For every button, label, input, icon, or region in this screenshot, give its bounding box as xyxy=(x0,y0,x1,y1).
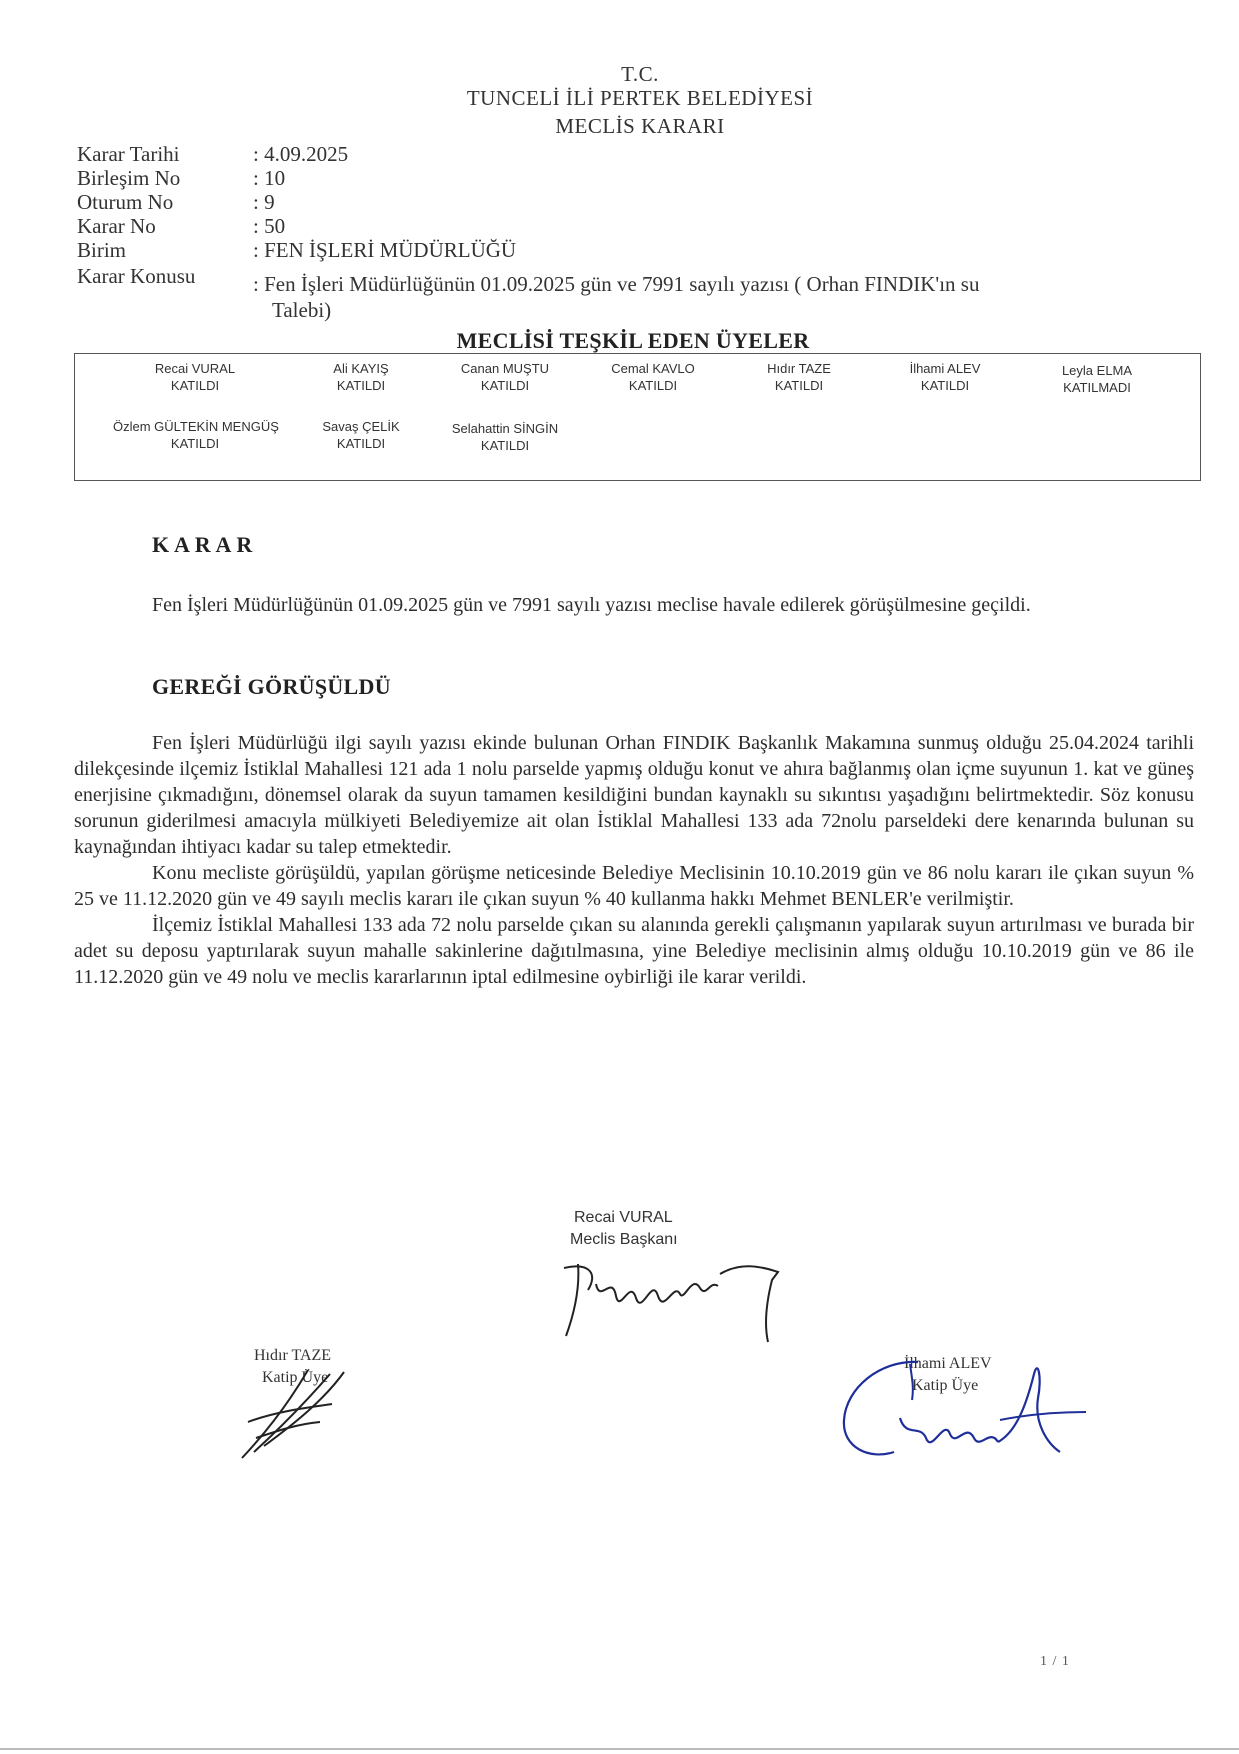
member-entry xyxy=(311,360,411,394)
member-entry xyxy=(593,360,713,394)
member-name: Savaş ÇELİK xyxy=(322,419,400,434)
gere-paragraph: Konu mecliste görüşüldü, yapılan görüşme neticesinde Belediye Meclisinin 10.10.2019 gün ve 86 nolu kararı ile çıkan suyun % 25 ve 11.12.2020 gün ve 49 sayılı meclis kararı ile çıkan suyun % 40 kullanma hakkı Mehmet BENLER'e verilmiştir. xyxy=(74,862,1194,910)
member-name: Ali KAYIŞ xyxy=(333,361,389,376)
clerk-left-signature-icon xyxy=(234,1364,364,1464)
signature-president xyxy=(560,1208,790,1348)
member-name: Selahattin SİNGİN xyxy=(451,421,559,436)
meta-value: : 50 xyxy=(253,214,286,238)
member-status: KATILDI xyxy=(336,378,386,393)
gere-title: GEREĞİ GÖRÜŞÜLDÜ xyxy=(152,674,391,699)
member-entry xyxy=(739,360,859,394)
member-entry xyxy=(113,418,277,452)
karar-title: K A R A R xyxy=(152,532,253,557)
members-title: MECLİSİ TEŞKİL EDEN ÜYELER xyxy=(456,328,810,353)
member-name: İlhami ALEV xyxy=(909,361,981,376)
header-tc: T.C. xyxy=(621,62,659,86)
member-name: Recai VURAL xyxy=(154,361,236,376)
member-name: Leyla ELMA xyxy=(1061,363,1133,378)
member-status: KATILDI xyxy=(170,436,220,451)
member-status: KATILDI xyxy=(336,436,386,451)
scan-bottom-edge xyxy=(0,1748,1239,1750)
meta-value: : Fen İşleri Müdürlüğünün 01.09.2025 gün ve 7991 sayılı yazısı ( Orhan FINDIK'ın su xyxy=(253,272,980,296)
member-status: KATILDI xyxy=(480,378,530,393)
gere-paragraph: Fen İşleri Müdürlüğü ilgi sayılı yazısı ekinde bulunan Orhan FINDIK Başkanlık Makamına sunmuş olduğu 25.04.2024 tarihli dilekçesinde ilçemiz İstiklal Mahallesi 121 ada 1 nolu parselde yapmış olduğu konut ve ahıra bağlanmış olan içme suyunun 1. kat ve güneş enerjisine çıkmadığını, dönemsel olarak da suyun tamamen kesildiğini bundan kaynaklı su sıkıntısı yaşadığını belirtmektedir. Söz konusu sorunun giderilmesi amacıyla mülkiyeti Belediyemize ait olan İstiklal Mahallesi 133 ada 72nolu parseldeki dere kenarında bulunan su kaynağından ihtiyacı kadar su talep etmektedir. xyxy=(74,732,1194,858)
meta-value: : 9 xyxy=(253,190,275,214)
member-entry xyxy=(445,360,565,394)
gere-body xyxy=(74,730,1194,990)
clerk-right-title: Katip Üye xyxy=(912,1377,979,1394)
meta-value: : FEN İŞLERİ MÜDÜRLÜĞÜ xyxy=(253,238,517,262)
signature-clerk-left xyxy=(234,1344,364,1464)
member-entry xyxy=(1037,362,1157,396)
member-name: Canan MUŞTU xyxy=(460,361,550,376)
member-entry xyxy=(301,418,421,452)
clerk-right-signature-icon xyxy=(840,1348,1100,1468)
president-title: Meclis Başkanı xyxy=(570,1231,678,1248)
meta-label: Oturum No xyxy=(77,190,174,214)
member-status: KATILDI xyxy=(774,378,824,393)
meta-label: Birleşim No xyxy=(77,166,181,190)
clerk-left-title: Katip Üye xyxy=(262,1369,329,1386)
header-municipality: TUNCELİ İLİ PERTEK BELEDİYESİ xyxy=(466,86,814,110)
member-entry xyxy=(885,360,1005,394)
president-name: Recai VURAL xyxy=(574,1209,673,1226)
meta-value: : 4.09.2025 xyxy=(253,142,349,166)
member-entry xyxy=(437,420,573,454)
member-status: KATILDI xyxy=(480,438,530,453)
member-status: KATILDI xyxy=(170,378,220,393)
member-status: KATILDI xyxy=(628,378,678,393)
page-number: 1 / 1 xyxy=(1040,1654,1070,1669)
decision-meta xyxy=(0,0,1239,340)
clerk-left-name: Hıdır TAZE xyxy=(254,1347,332,1364)
meta-subject-continuation: Talebi) xyxy=(272,298,332,322)
member-name: Cemal KAVLO xyxy=(611,361,695,376)
header-doc-type: MECLİS KARARI xyxy=(555,114,725,138)
meta-label: Karar Tarihi xyxy=(77,142,180,166)
meta-label: Karar Konusu xyxy=(77,264,196,288)
member-name: Hıdır TAZE xyxy=(767,361,831,376)
signature-clerk-right xyxy=(840,1348,1100,1468)
meta-label: Birim xyxy=(77,238,127,262)
meta-value: : 10 xyxy=(253,166,286,190)
member-status: KATILDI xyxy=(920,378,970,393)
clerk-right-name: İlhami ALEV xyxy=(904,1355,992,1372)
president-signature-icon xyxy=(560,1244,790,1344)
member-name: Özlem GÜLTEKİN MENGÜŞ xyxy=(113,419,279,434)
member-entry xyxy=(135,360,255,394)
meta-label: Karar No xyxy=(77,214,156,238)
gere-paragraph: İlçemiz İstiklal Mahallesi 133 ada 72 nolu parselde çıkan su alanında gerekli çalışmanın yapılarak suyun artırılması ve burada bir adet su deposu yaptırılarak suyun mahalle sakinlerine dağıtılmasına, yine Belediye meclisinin almış olduğu 10.10.2019 gün ve 86 ile 11.12.2020 gün ve 49 nolu ve meclis kararlarının iptal edilmesine oybirliği ile karar verildi. xyxy=(74,914,1194,988)
members-table xyxy=(74,353,1201,481)
member-status: KATILMADI xyxy=(1063,380,1131,395)
karar-text: Fen İşleri Müdürlüğünün 01.09.2025 gün ve 7991 sayılı yazısı meclise havale edilerek görüşülmesine geçildi. xyxy=(152,594,1031,616)
